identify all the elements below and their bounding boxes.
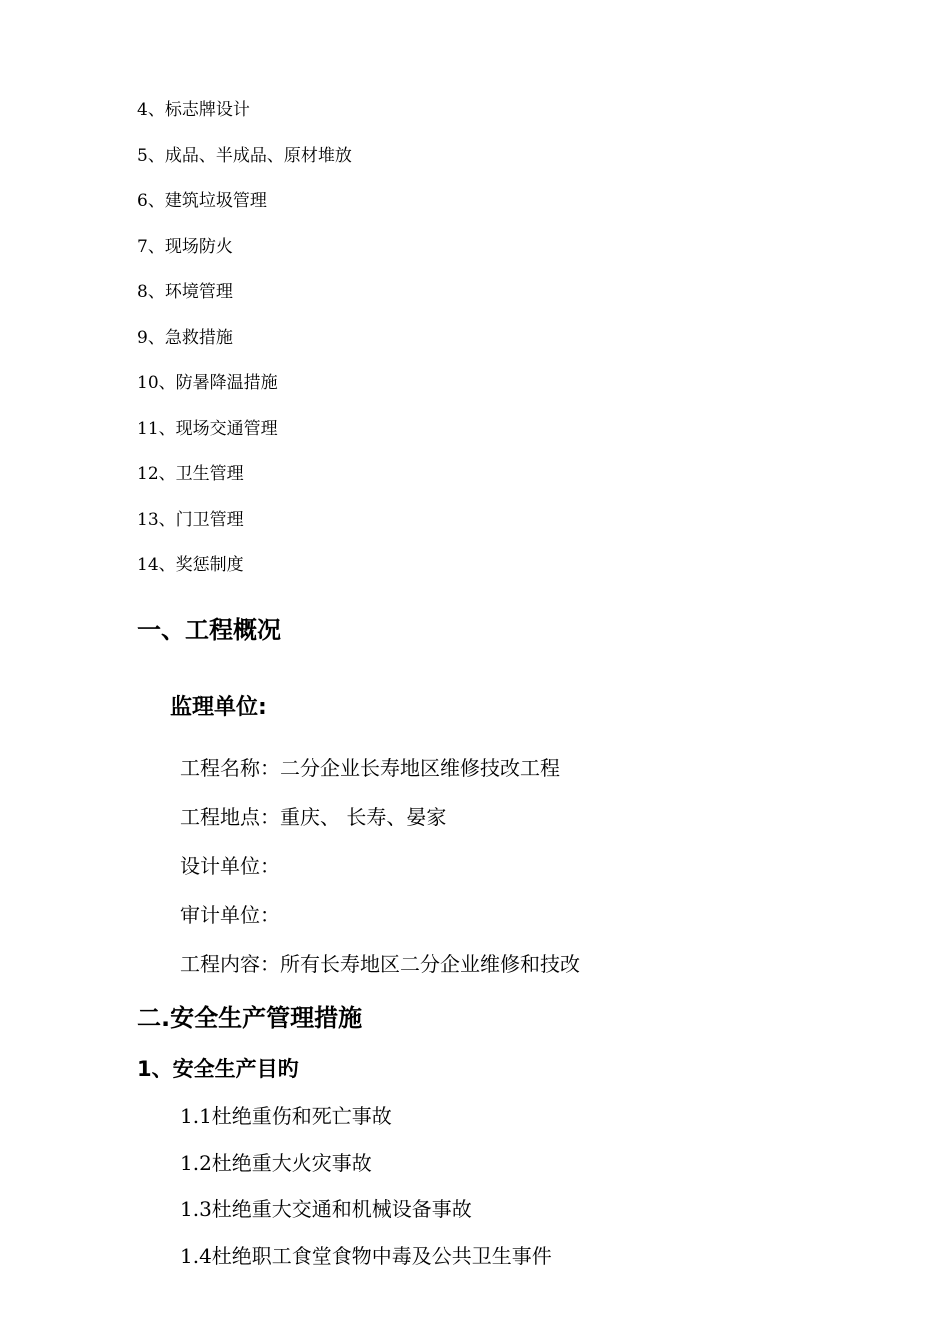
toc-item: 8、环境管理	[137, 282, 233, 302]
supervision-unit-heading: 监理单位:	[170, 695, 267, 720]
toc-item: 9、急救措施	[137, 327, 233, 348]
project-info	[180, 754, 580, 999]
toc-item: 11、现场交通管理	[137, 418, 278, 439]
safety-goals-list	[180, 1102, 552, 1288]
section-2-heading: 二.安全生产管理措施	[137, 1004, 363, 1032]
table-of-contents	[137, 98, 352, 599]
section-1-heading: 一、工程概况	[137, 616, 281, 644]
safety-goal-heading: 1、安全生产目旳	[137, 1057, 299, 1081]
toc-item: 5、成品、半成品、原材堆放	[137, 145, 352, 166]
toc-item: 6、建筑垃圾管理	[137, 191, 267, 211]
project-name-row: 工程名称：二分企业长寿地区维修技改工程	[180, 756, 560, 780]
goal-item: 1.1杜绝重伤和死亡事故	[180, 1104, 392, 1128]
goal-item: 1.3杜绝重大交通和机械设备事故	[180, 1197, 472, 1221]
toc-item: 14、奖惩制度	[137, 555, 244, 575]
project-location-row: 工程地点：重庆、 长寿、晏家	[180, 805, 447, 829]
toc-item: 7、现场防火	[137, 236, 233, 257]
project-content-row: 工程内容：所有长寿地区二分企业维修和技改	[180, 952, 580, 976]
toc-item: 10、防暑降温措施	[137, 373, 278, 393]
toc-item: 13、门卫管理	[137, 509, 244, 530]
design-unit-row: 设计单位：	[180, 854, 280, 878]
toc-item: 4、标志牌设计	[137, 100, 250, 120]
goal-item: 1.4杜绝职工食堂食物中毒及公共卫生事件	[180, 1243, 552, 1268]
goal-item: 1.2杜绝重大火灾事故	[180, 1150, 372, 1175]
audit-unit-row: 审计单位：	[180, 903, 280, 927]
toc-item: 12、卫生管理	[137, 464, 244, 484]
